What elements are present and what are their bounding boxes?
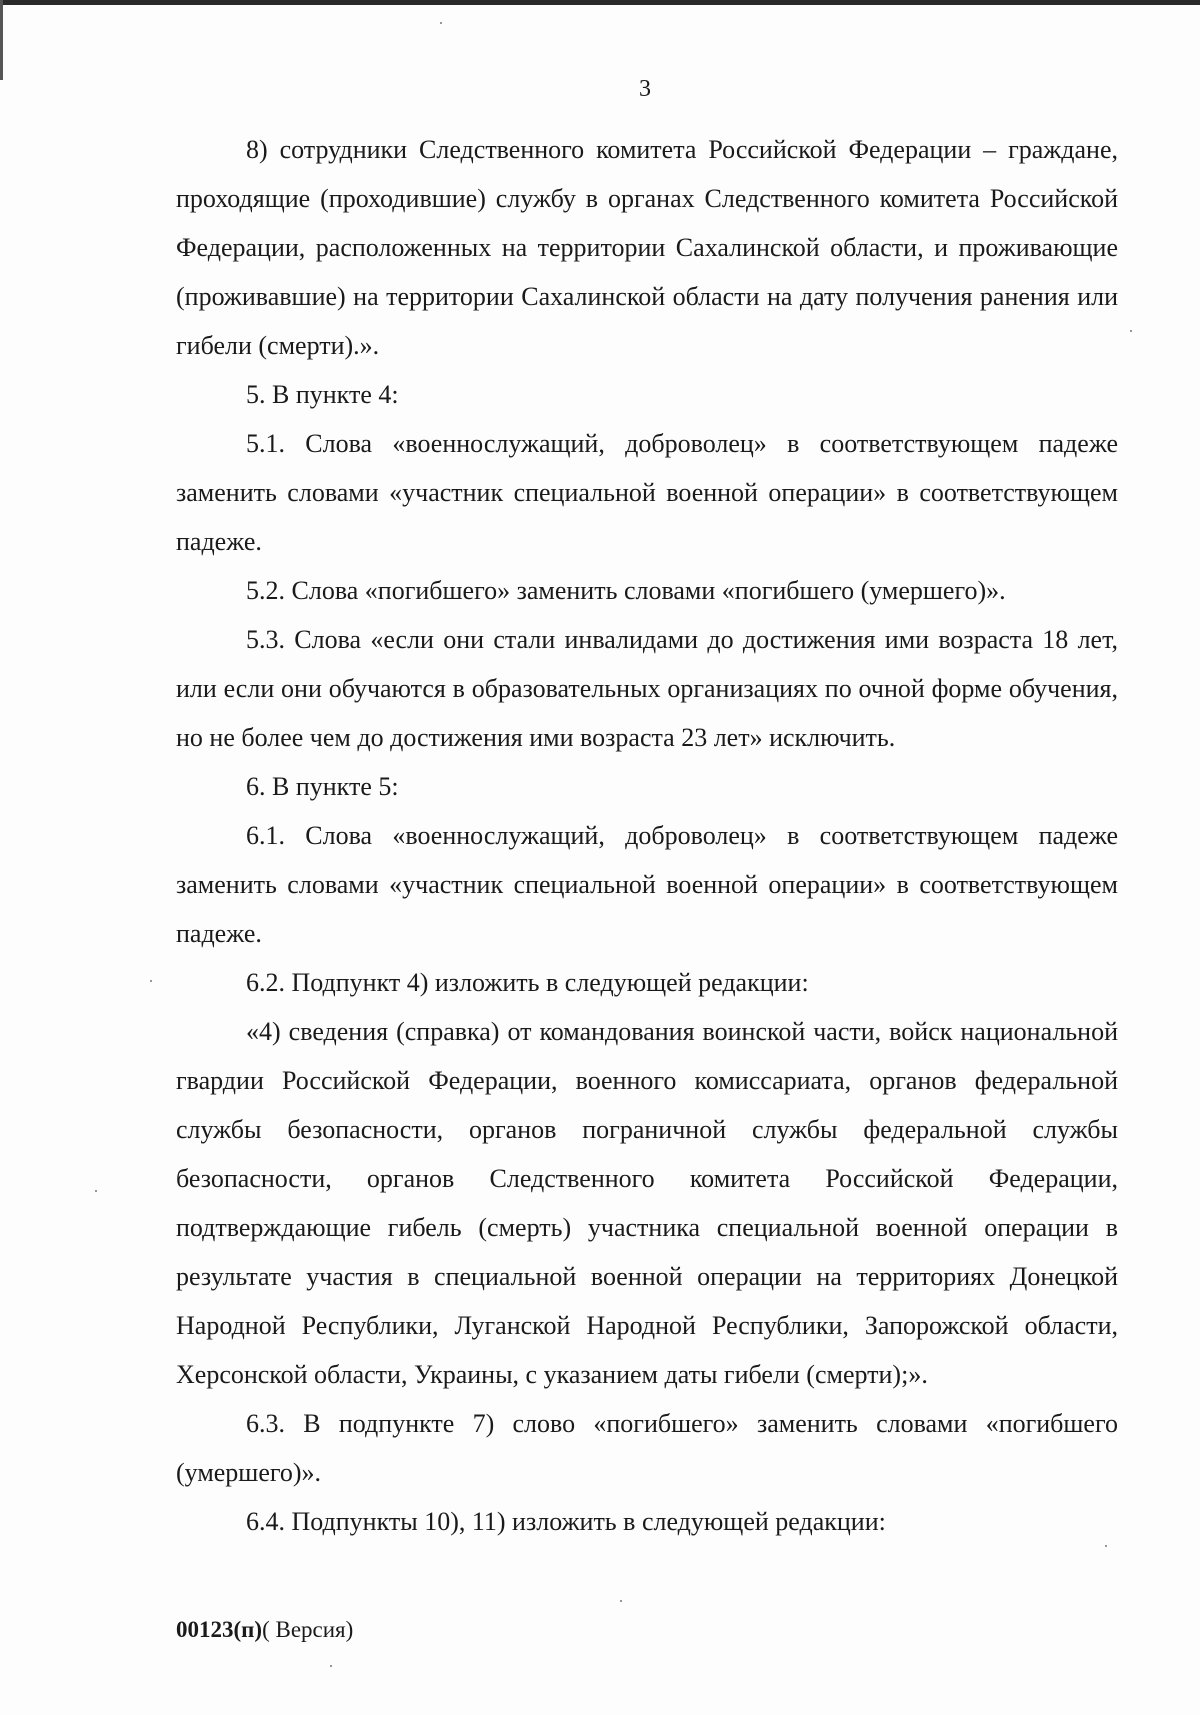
paragraph-6-2: 6.2. Подпункт 4) изложить в следующей редакции: bbox=[246, 968, 809, 997]
document-code: 00123(п) bbox=[176, 1617, 263, 1642]
paragraph-5-2: 5.2. Слова «погибшего» заменить словами «погибшего (умершего)». bbox=[246, 576, 1006, 605]
page-number: 3 bbox=[639, 76, 651, 102]
scan-speck bbox=[95, 1190, 97, 1192]
scan-speck bbox=[440, 22, 442, 24]
paragraph-item-8: 8) сотрудники Следственного комитета Российской Федерации – граждане, проходящие (проходившие) службу в органах Следственного комитета Российской Федерации, расположенных на территории Сахалинской области, и проживающие (проживавшие) на территории Сахалинской области на дату получения ранения или гибели (смерти).». bbox=[176, 135, 1118, 360]
paragraph-point-6: 6. В пункте 5: bbox=[246, 772, 399, 801]
paragraph-6-4: 6.4. Подпункты 10), 11) изложить в следующей редакции: bbox=[246, 1507, 886, 1536]
scan-left-border bbox=[0, 0, 3, 80]
paragraph-point-5: 5. В пункте 4: bbox=[246, 380, 399, 409]
paragraph-quoted-subitem-4: «4) сведения (справка) от командования воинской части, войск национальной гвардии Российской Федерации, военного комиссариата, органов федеральной службы безопасности, органов пограничной службы федеральной службы безопасности, органов Следственного комитета Российской Федерации, подтверждающие гибель (смерть) участника специальной военной операции в результате участия в специальной военной операции на территориях Донецкой Народной Республики, Луганской Народной Республики, Запорожской области, Херсонской области, Украины, с указанием даты гибели (смерти);». bbox=[176, 1017, 1118, 1389]
paragraph-5-1: 5.1. Слова «военнослужащий, доброволец» в соответствующем падеже заменить словами «участник специальной военной операции» в соответствующем падеже. bbox=[176, 429, 1118, 556]
scan-speck bbox=[1105, 1545, 1107, 1547]
document-body bbox=[176, 125, 1118, 1546]
scan-speck bbox=[330, 1665, 332, 1667]
document-version: ( Версия) bbox=[262, 1617, 354, 1642]
paragraph-6-3: 6.3. В подпункте 7) слово «погибшего» заменить словами «погибшего (умершего)». bbox=[176, 1409, 1118, 1487]
scan-top-border bbox=[0, 0, 1200, 5]
scan-speck bbox=[1130, 330, 1132, 332]
scan-speck bbox=[620, 1600, 622, 1602]
scan-speck bbox=[150, 980, 152, 982]
paragraph-6-1: 6.1. Слова «военнослужащий, доброволец» в соответствующем падеже заменить словами «участник специальной военной операции» в соответствующем падеже. bbox=[176, 821, 1118, 948]
paragraph-5-3: 5.3. Слова «если они стали инвалидами до достижения ими возраста 18 лет, или если они обучаются в образовательных организациях по очной форме обучения, но не более чем до достижения ими возраста 23 лет» исключить. bbox=[176, 625, 1118, 752]
document-footer bbox=[176, 1617, 353, 1643]
